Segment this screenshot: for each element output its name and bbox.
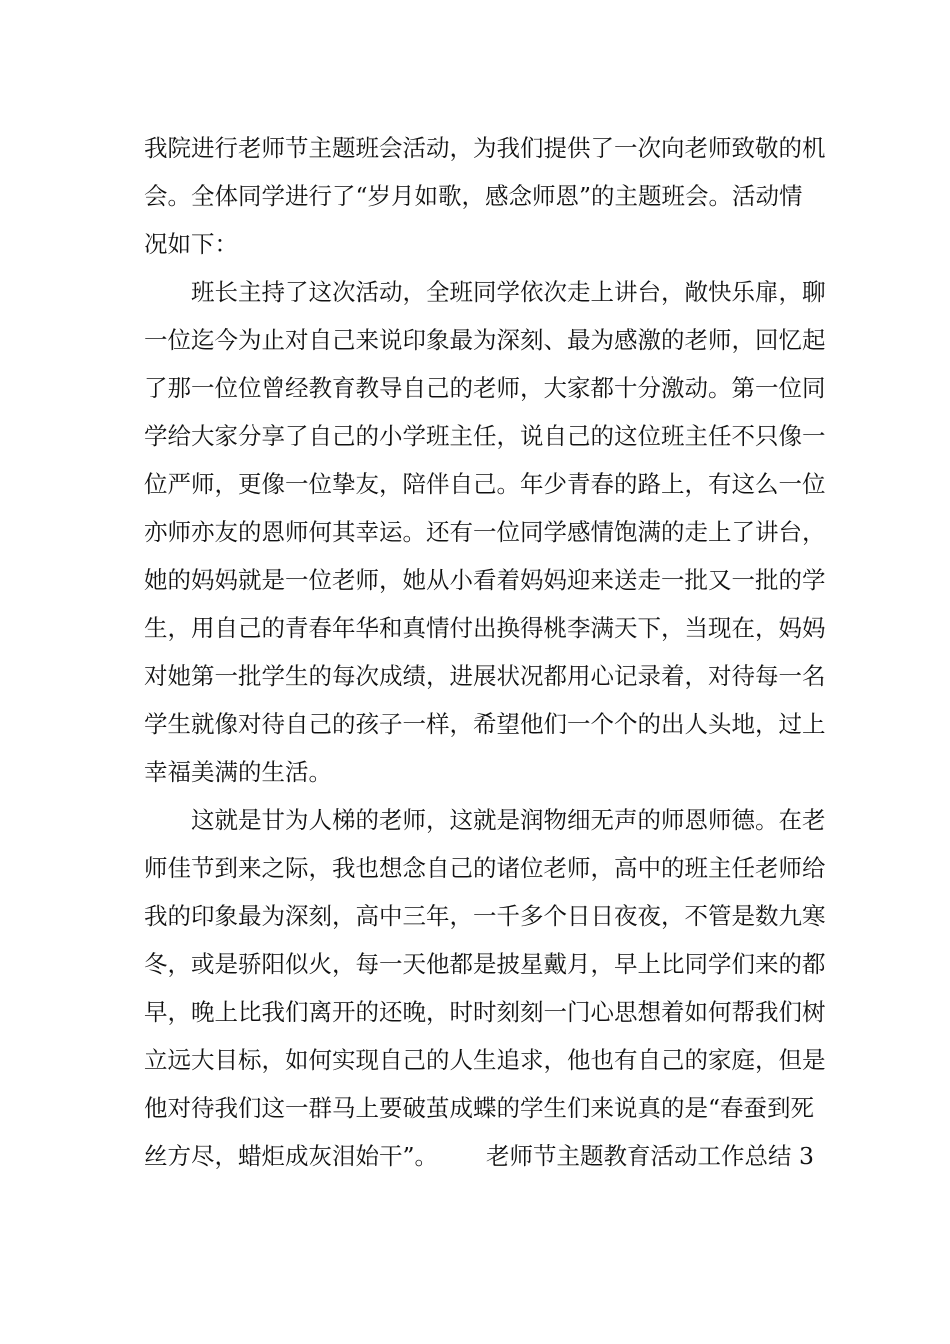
text-line-end: 丝方尽，蜡炬成灰泪始干”。 — [144, 1142, 439, 1170]
paragraph — [144, 268, 826, 796]
text-line — [144, 1132, 814, 1180]
text-line: 她的妈妈就是一位老师，她从小看着妈妈迎来送走一批又一批的学 — [144, 566, 826, 594]
text-line: 亦师亦友的恩师何其幸运。还有一位同学感情饱满的走上了讲台， — [144, 518, 826, 546]
text-line: 了那一位位曾经教育教导自己的老师，大家都十分激动。第一位同 — [144, 374, 826, 402]
text-line: 位严师，更像一位挚友，陪伴自己。年少青春的路上，有这么一位 — [144, 470, 826, 498]
text-line: 冬，或是骄阳似火，每一天他都是披星戴月，早上比同学们来的都 — [144, 950, 826, 978]
paragraph — [144, 796, 826, 1180]
text-line: 一位迄今为止对自己来说印象最为深刻、最为感激的老师，回忆起 — [144, 326, 826, 354]
text-line: 对她第一批学生的每次成绩，进展状况都用心记录着，对待每一名 — [144, 662, 826, 690]
text-line: 会。全体同学进行了“岁月如歌，感念师恩”的主题班会。活动情 — [144, 182, 803, 210]
text-line: 生，用自己的青春年华和真情付出换得桃李满天下，当现在，妈妈 — [144, 614, 826, 642]
text-line: 他对待我们这一群马上要破茧成蝶的学生们来说真的是“春蚕到死 — [144, 1094, 815, 1122]
text-line: 我院进行老师节主题班会活动，为我们提供了一次向老师致敬的机 — [144, 134, 826, 162]
text-line: 立远大目标，如何实现自己的人生追求，他也有自己的家庭，但是 — [144, 1046, 826, 1074]
text-line: 班长主持了这次活动，全班同学依次走上讲台，敞快乐扉，聊 — [191, 278, 826, 306]
text-line: 师佳节到来之际，我也想念自己的诸位老师，高中的班主任老师给 — [144, 854, 826, 882]
text-line: 我的印象最为深刻，高中三年，一千多个日日夜夜，不管是数九寒 — [144, 902, 826, 930]
text-line: 早，晚上比我们离开的还晚，时时刻刻一门心思想着如何帮我们树 — [144, 998, 826, 1026]
next-section-title: 老师节主题教育活动工作总结 3 — [486, 1142, 814, 1170]
document-body — [144, 124, 826, 1180]
text-line: 这就是甘为人梯的老师，这就是润物细无声的师恩师德。在老 — [191, 806, 826, 834]
text-line: 幸福美满的生活。 — [144, 758, 332, 786]
text-line: 学给大家分享了自己的小学班主任，说自己的这位班主任不只像一 — [144, 422, 826, 450]
text-line: 况如下： — [144, 230, 238, 258]
paragraph — [144, 124, 826, 268]
text-line: 学生就像对待自己的孩子一样，希望他们一个个的出人头地，过上 — [144, 710, 826, 738]
